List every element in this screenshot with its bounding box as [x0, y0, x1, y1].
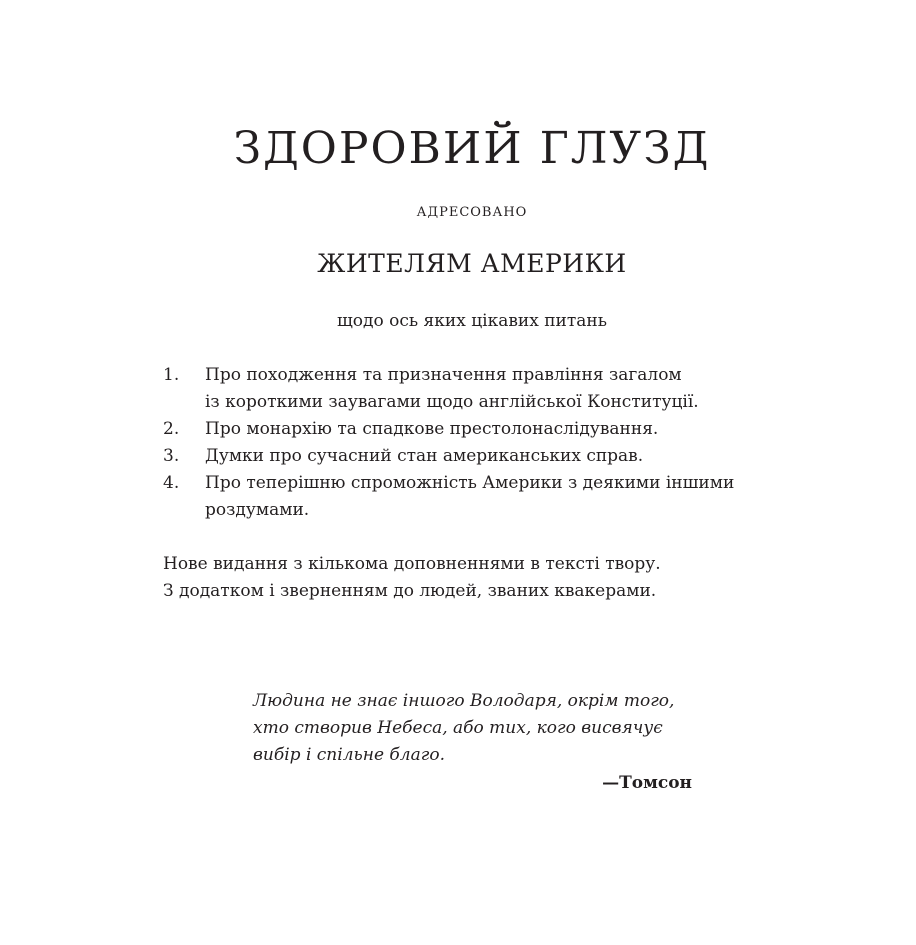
edition-note	[163, 551, 803, 605]
topic-line: Про теперішню спроможність Америки з деякими іншими	[205, 473, 735, 493]
topic-number: 3.	[163, 446, 180, 466]
topic-number: 2.	[163, 419, 180, 439]
topic-line: Думки про сучасний стан американських справ.	[205, 446, 644, 466]
topic-number: 4.	[163, 473, 180, 493]
epigraph-line: Людина не знає іншого Володаря, окрім того,	[253, 691, 675, 711]
book-title: ЗДОРОВИЙ ГЛУЗД	[233, 123, 711, 174]
topic-line: роздумами.	[205, 500, 310, 520]
topic-item	[163, 443, 783, 470]
epigraph-line: хто створив Небеса, або тих, кого висвячує	[253, 718, 663, 738]
topic-line: із короткими заувагами щодо англійської Конституції.	[205, 392, 699, 412]
topic-number: 1.	[163, 365, 180, 385]
topic-item	[163, 362, 783, 416]
addressed-label: АДРЕСОВАНО	[416, 205, 528, 220]
epigraph	[253, 688, 693, 769]
addressee-heading: ЖИТЕЛЯМ АМЕРИКИ	[317, 249, 627, 278]
topic-line: Про походження та призначення правління загалом	[205, 365, 682, 385]
topic-line: Про монархію та спадкове престолонаслідування.	[205, 419, 659, 439]
topic-item	[163, 470, 783, 524]
topics-list	[163, 362, 783, 524]
edition-line: З додатком і зверненням до людей, званих квакерами.	[163, 581, 657, 601]
subjects-intro: щодо ось яких цікавих питань	[336, 311, 608, 331]
topic-item	[163, 416, 783, 443]
epigraph-attribution: —Томсон	[602, 773, 692, 793]
epigraph-line: вибір і спільне благо.	[253, 745, 445, 765]
edition-line: Нове видання з кількома доповненнями в тексті твору.	[163, 554, 661, 574]
